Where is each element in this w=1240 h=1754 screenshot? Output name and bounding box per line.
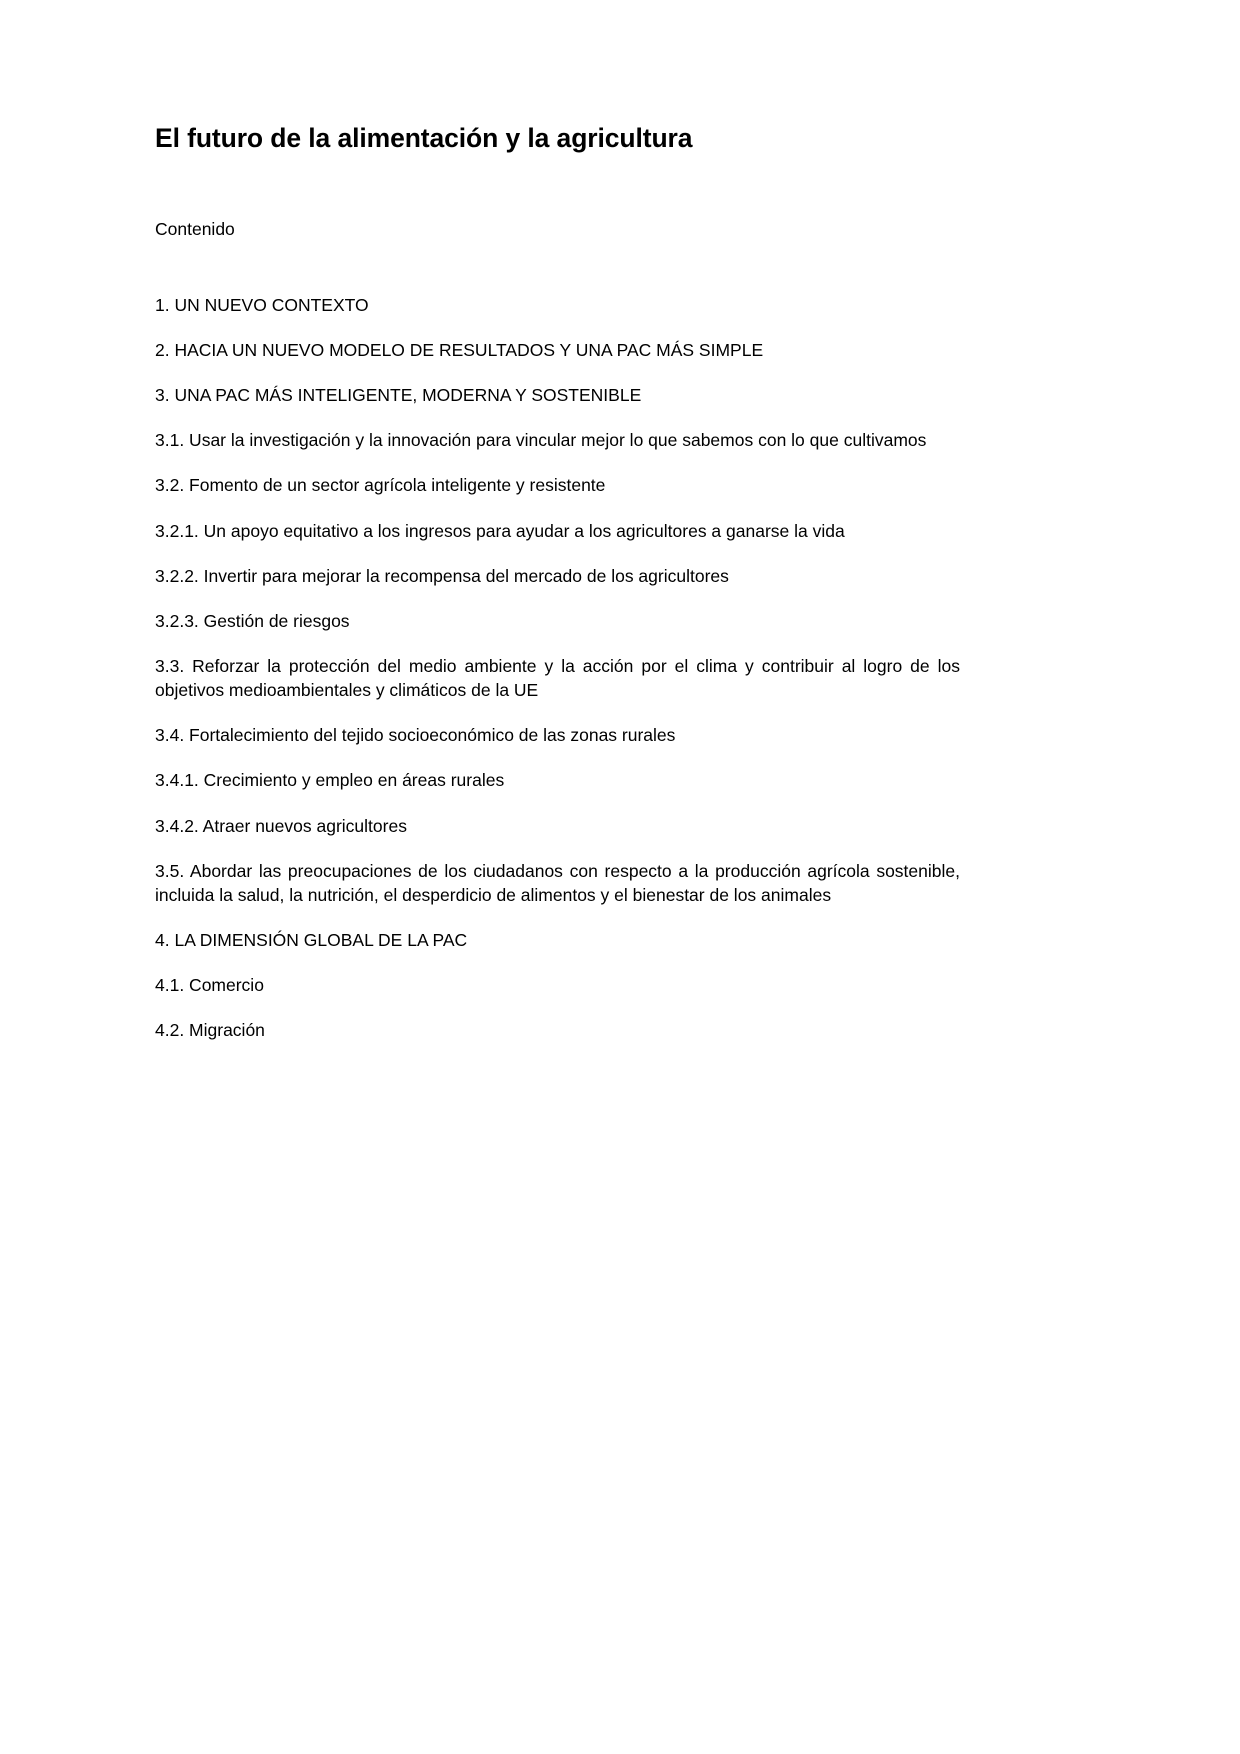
toc-entry[interactable]: 3.4. Fortalecimiento del tejido socioeconómico de las zonas rurales bbox=[155, 725, 676, 746]
toc-entry[interactable]: 3.4.1. Crecimiento y empleo en áreas rurales bbox=[155, 770, 505, 791]
table-of-contents-list bbox=[155, 293, 960, 1043]
toc-entry[interactable]: 3. UNA PAC MÁS INTELIGENTE, MODERNA Y SOSTENIBLE bbox=[155, 385, 642, 406]
toc-entry[interactable]: 1. UN NUEVO CONTEXTO bbox=[155, 294, 369, 315]
toc-entry[interactable]: 3.2.3. Gestión de riesgos bbox=[155, 610, 350, 631]
toc-entry[interactable]: 3.2.1. Un apoyo equitativo a los ingresos para ayudar a los agricultores a ganarse la vida bbox=[155, 520, 845, 541]
toc-entry[interactable]: 4.1. Comercio bbox=[155, 975, 264, 996]
toc-entry[interactable]: 3.2. Fomento de un sector agrícola inteligente y resistente bbox=[155, 475, 606, 496]
toc-entry[interactable]: 3.3. Reforzar la protección del medio ambiente y la acción por el clima y contribuir al logro de los objetivos medioambientales y climáticos de la UE bbox=[155, 656, 960, 701]
toc-entry[interactable]: 3.1. Usar la investigación y la innovación para vincular mejor lo que sabemos con lo que cultivamos bbox=[155, 430, 927, 451]
toc-entry[interactable]: 2. HACIA UN NUEVO MODELO DE RESULTADOS Y UNA PAC MÁS SIMPLE bbox=[155, 340, 764, 361]
page-title: El futuro de la alimentación y la agricultura bbox=[155, 123, 693, 153]
toc-entry[interactable]: 4. LA DIMENSIÓN GLOBAL DE LA PAC bbox=[155, 929, 468, 950]
toc-entry[interactable]: 3.2.2. Invertir para mejorar la recompensa del mercado de los agricultores bbox=[155, 565, 729, 586]
toc-entry[interactable]: 4.2. Migración bbox=[155, 1020, 265, 1041]
contents-heading: Contenido bbox=[155, 219, 235, 240]
toc-entry[interactable]: 3.5. Abordar las preocupaciones de los ciudadanos con respecto a la producción agrícola sostenible, incluida la salud, la nutrición, el desperdicio de alimentos y el bienestar de los animales bbox=[155, 860, 960, 905]
toc-entry[interactable]: 3.4.2. Atraer nuevos agricultores bbox=[155, 815, 407, 836]
document-content-area bbox=[155, 122, 960, 1042]
